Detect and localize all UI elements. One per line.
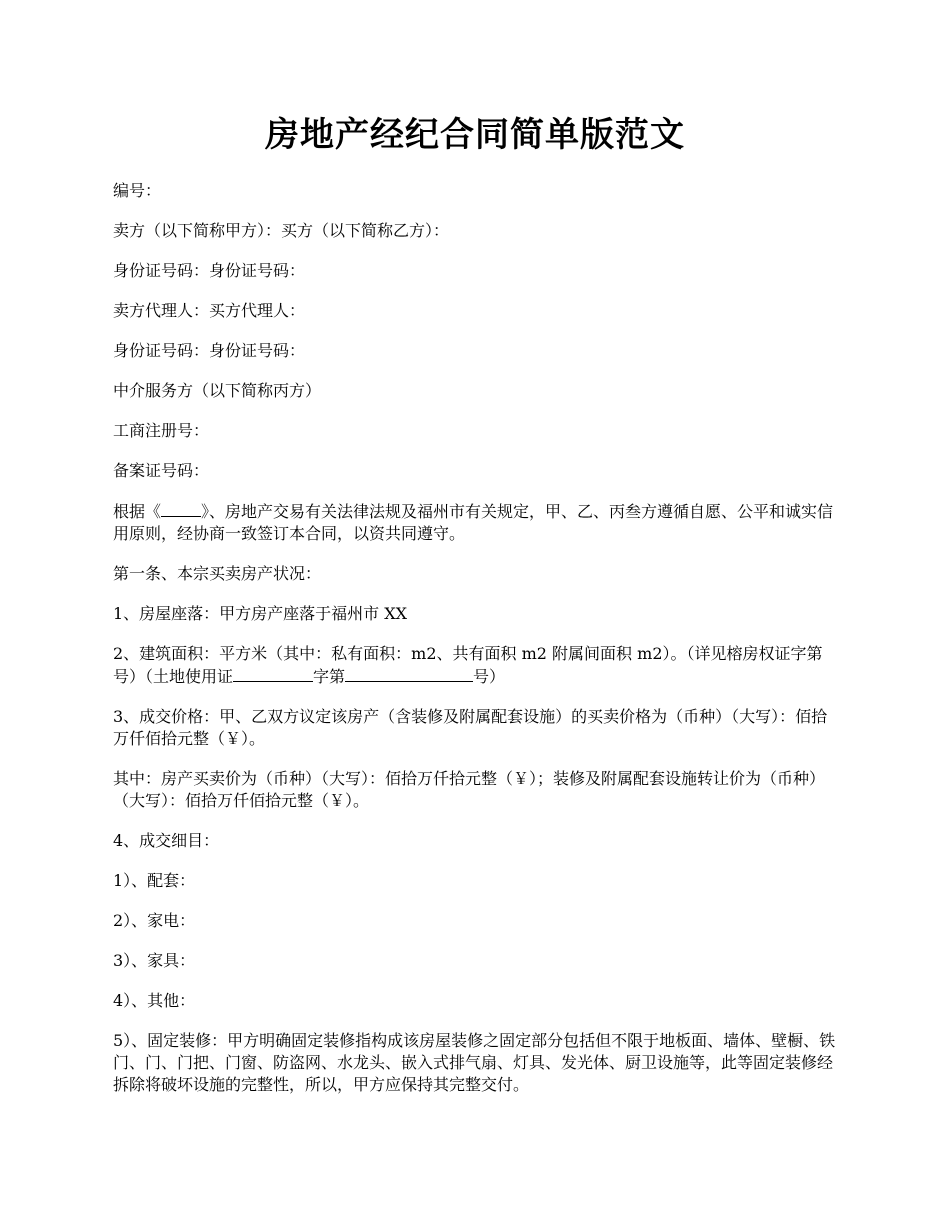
seller-buyer-line: 卖方（以下简称甲方）：买方（以下简称乙方）： [113,221,450,240]
document-title: 房地产经纪合同简单版范文 [265,115,685,155]
preamble-part-2: 》、房地产交易有关法律法规及福州市有关规定，甲、乙、丙叁方遵循自愿、公平和诚实信用原则，经协商一致签订本合同，以资共同遵守。 [113,502,834,543]
detail-appliances: 2）、家电： [113,911,196,930]
intermediary-line: 中介服务方（以下简称丙方） [113,381,322,400]
price-breakdown-paragraph: 其中：房产买卖价为（币种）（大写）：佰拾万仟拾元整（￥）；装修及附属配套设施转让价为（币种）（大写）：佰拾万仟佰拾元整（￥）。 [113,769,826,810]
building-area-part-2: 字第 [313,667,346,686]
contract-number-line: 编号： [113,181,162,200]
building-area-paragraph [113,643,840,688]
building-area-part-1: 2、建筑面积：平方米（其中：私有面积：m2、共有面积 m2 附属间面积 m2）。（详见榕房权证字第号）（土地使用证 [113,644,823,686]
property-location-line: 1、房屋座落：甲方房产座落于福州市 XX [113,604,408,623]
detail-other: 4）、其他： [113,991,196,1010]
transaction-details-heading: 4、成交细目： [113,831,220,850]
id-number-line-1: 身份证号码：身份证号码： [113,261,306,280]
detail-facilities: 1）、配套： [113,871,196,890]
certificate-number-blank [345,665,473,682]
law-name-blank [161,500,201,517]
building-area-part-3: 号） [473,667,506,686]
business-registration-line: 工商注册号： [113,421,210,440]
id-number-line-2: 身份证号码：身份证号码： [113,341,306,360]
agents-line: 卖方代理人：买方代理人： [113,301,306,320]
detail-fixed-decoration: 5）、固定装修：甲方明确固定装修指构成该房屋装修之固定部分包括但不限于地板面、墙体、壁橱、铁门、门、门把、门窗、防盗网、水龙头、嵌入式排气扇、灯具、发光体、厨卫设施等，此等固定装修经拆除将破坏设施的完整性，所以，甲方应保持其完整交付。 [113,1031,836,1094]
article-1-heading: 第一条、本宗买卖房产状况： [113,564,322,583]
land-certificate-blank [233,665,313,682]
transaction-price-paragraph: 3、成交价格：甲、乙双方议定该房产（含装修及附属配套设施）的买卖价格为（币种）（大写）：佰拾万仟佰拾元整（￥）。 [113,707,828,748]
preamble-paragraph [113,500,840,545]
filing-number-line: 备案证号码： [113,461,210,480]
document-body [113,180,840,1114]
preamble-part-1: 根据《 [113,502,162,521]
detail-furniture: 3）、家具： [113,951,196,970]
